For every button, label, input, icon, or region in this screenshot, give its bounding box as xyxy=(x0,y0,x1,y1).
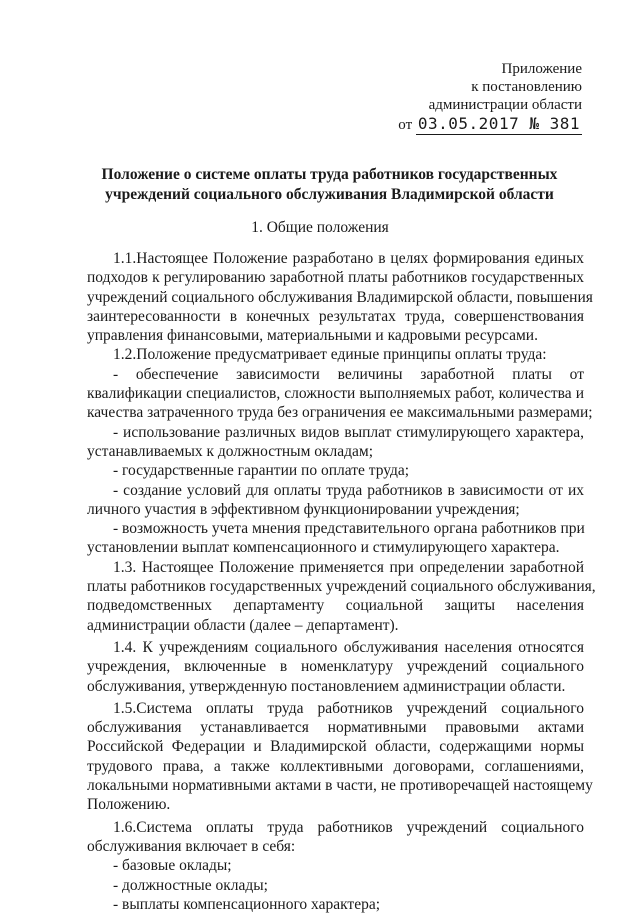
para-1-1-line: подходов к регулированию заработной платы работников государственных xyxy=(87,269,584,287)
para-1-5-line: 1.5.Система оплаты труда работников учреждений социального xyxy=(113,699,584,717)
para-1-4-line: обслуживания, утвержденную постановлением администрации области. xyxy=(87,677,566,695)
para-1-1-line: 1.1.Настоящее Положение разработано в целях формирования единых xyxy=(113,250,584,267)
date-number-stamp: 03.05.2017 № 381 xyxy=(417,114,580,133)
para-1-3-line: администрации области (далее – департамент). xyxy=(87,616,399,634)
appendix-resolution-ref: к постановлению xyxy=(471,79,582,95)
para-1-2-list-item: - создание условий для оплаты труда работников в зависимости от их xyxy=(113,481,584,499)
para-1-5-line: трудового права, а также коллективными договорами, соглашениями, xyxy=(87,757,584,775)
section-heading: 1. Общие положения xyxy=(251,219,389,236)
para-1-2-list-item: - использование различных видов выплат стимулирующего характера, xyxy=(113,423,584,441)
para-1-2-list-item: - государственные гарантии по оплате труда; xyxy=(113,462,410,480)
para-1-5-line: Положению. xyxy=(87,796,171,814)
para-1-4-line: 1.4. К учреждениям социального обслуживания населения относятся xyxy=(113,638,584,656)
para-1-2-list-item: - возможность учета мнения представительного органа работников при xyxy=(113,520,585,538)
document-title xyxy=(62,165,597,205)
para-1-4-line: учреждения, включенные в номенклатуру учреждений социального xyxy=(87,658,584,676)
para-1-2-line: 1.2.Положение предусматривает единые принципы оплаты труда: xyxy=(113,346,547,364)
appendix-label: Приложение xyxy=(501,61,582,77)
para-1-6-list-item: - базовые оклады; xyxy=(113,857,232,875)
para-1-2-line: качества затраченного труда без ограничения ее максимальными размерами; xyxy=(87,404,593,422)
para-1-6-line: 1.6.Система оплаты труда работников учреждений социального xyxy=(113,818,584,836)
para-1-3-line: платы работников государственных учреждений социального обслуживания, xyxy=(87,578,596,596)
para-1-3-line: подведомственных департаменту социальной защиты населения xyxy=(87,597,584,615)
appendix-header xyxy=(360,60,582,134)
para-1-1-line: управления финансовыми, материальными и кадровыми ресурсами. xyxy=(87,327,538,345)
para-1-1-line: заинтересованности в конечных результатах труда, совершенствования xyxy=(87,307,584,325)
para-1-5-line: локальными нормативными актами в части, не противоречащей настоящему xyxy=(87,777,593,795)
document-body xyxy=(87,249,596,914)
para-1-1-line: учреждений социального обслуживания Владимирской области, повышения xyxy=(87,288,593,306)
appendix-authority: администрации области xyxy=(428,97,582,113)
para-1-2-list-item: - обеспечение зависимости величины заработной платы от xyxy=(113,365,584,383)
para-1-2-line: установлении выплат компенсационного и стимулирующего характера. xyxy=(87,539,560,557)
para-1-3-line: 1.3. Настоящее Положение применяется при определении заработной xyxy=(113,558,584,576)
date-prefix: от xyxy=(398,117,413,133)
para-1-6-line: обслуживания включает в себя: xyxy=(87,837,296,855)
para-1-5-line: Российской Федерации и Владимирской области, содержащими нормы xyxy=(87,738,584,756)
para-1-2-line: личного участия в эффективном функционировании учреждения; xyxy=(87,500,520,518)
para-1-6-list-item: - выплаты компенсационного характера; xyxy=(113,895,381,913)
para-1-2-line: квалификации специалистов, сложности выполняемых работ, количества и xyxy=(87,385,584,403)
para-1-5-line: обслуживания устанавливается нормативными правовыми актами xyxy=(87,719,584,737)
title-line-2: учреждений социального обслуживания Владимирской области xyxy=(105,186,554,203)
title-line-1: Положение о системе оплаты труда работников государственных xyxy=(101,166,558,183)
para-1-2-line: устанавливаемых к должностным окладам; xyxy=(87,442,374,460)
appendix-date-line xyxy=(360,115,582,134)
para-1-6-list-item: - должностные оклады; xyxy=(113,876,268,894)
